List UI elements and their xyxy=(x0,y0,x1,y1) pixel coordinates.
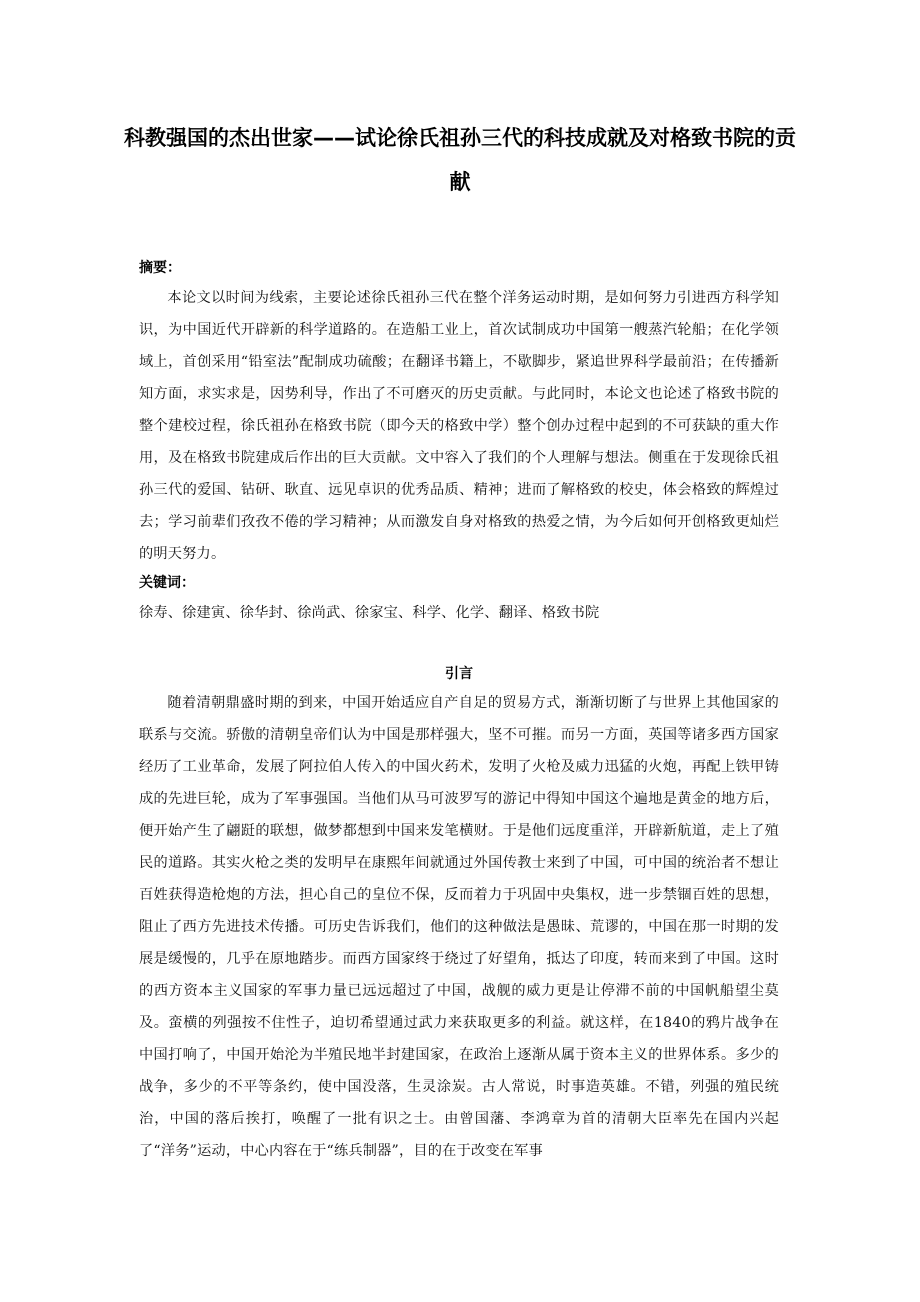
keywords-label: 关键词： xyxy=(139,575,195,591)
introduction-text: 随着清朝鼎盛时期的到来，中国开始适应自产自足的贸易方式，渐渐切断了与世界上其他国家的联系与交流。骄傲的清朝皇帝们认为中国是那样强大，坚不可摧。而另一方面，英国等诸多西方国家经历了工业革命，发展了阿拉伯人传入的中国火药术，发明了火枪及威力迅猛的火炮，再配上铁甲铸成的先进巨轮，成为了军事强国。当他们从马可波罗写的游记中得知中国这个遍地是黄金的地方后，便开始产生了翩跹的联想，做梦都想到中国来发笔横财。于是他们远度重洋，开辟新航道，走上了殖民的道路。其实火枪之类的发明早在康熙年间就通过外国传教士来到了中国，可中国的统治者不想让百姓获得造枪炮的方法，担心自己的皇位不保，反而着力于巩固中央集权，进一步禁锢百姓的思想，阻止了西方先进技术传播。可历史告诉我们，他们的这种做法是愚昧、荒谬的，中国在那一时期的发展是缓慢的，几乎在原地踏步。而西方国家终于绕过了好望角，抵达了印度，转而来到了中国。这时的西方资本主义国家的军事力量已远远超过了中国，战舰的威力更是让停滞不前的中国帆船望尘莫及。蛮横的列强按不住性子，迫切希望通过武力来获取更多的利益。就这样，在1840的鸦片战争在中国打响了，中国开始沦为半殖民地半封建国家，在政治上逐渐从属于资本主义的世界体系。多少的战争，多少的不平等条约，使中国没落，生灵涂炭。古人常说，时事造英雄。不错，列强的殖民统治，中国的落后挨打，唤醒了一批有识之士。由曾国藩、李鸿章为首的清朝大臣率先在国内兴起了“洋务”运动，中心内容在于“练兵制器”，目的在于改变在军事 xyxy=(139,695,779,1159)
paper-title: 科教强国的杰出世家——试论徐氏祖孙三代的科技成就及对格致书院的贡献 xyxy=(124,126,796,194)
abstract-label: 摘要： xyxy=(139,260,181,276)
abstract-text: 本论文以时间为线索，主要论述徐氏祖孙三代在整个洋务运动时期，是如何努力引进西方科学知识，为中国近代开辟新的科学道路的。在造船工业上，首次试制成功中国第一艘蒸汽轮船；在化学领域上，首创采用“铅室法”配制成功硫酸；在翻译书籍上，不歇脚步，紧追世界科学最前沿；在传播新知方面，求实求是，因势利导，作出了不可磨灭的历史贡献。与此同时，本论文也论述了格致书院的整个建校过程，徐氏祖孙在格致书院（即今天的格致中学）整个创办过程中起到的不可获缺的重大作用，及在格致书院建成后作出的巨大贡献。文中容入了我们的个人理解与想法。侧重在于发现徐氏祖孙三代的爱国、钻研、耿直、远见卓识的优秀品质、精神；进而了解格致的校史，体会格致的辉煌过去；学习前辈们孜孜不倦的学习精神；从而激发自身对格致的热爱之情，为今后如何开创格致更灿烂的明天努力。 xyxy=(139,290,779,562)
keywords-text: 徐寿、徐建寅、徐华封、徐尚武、徐家宝、科学、化学、翻译、格致书院 xyxy=(139,605,600,621)
section-heading-introduction: 引言 xyxy=(445,666,473,682)
